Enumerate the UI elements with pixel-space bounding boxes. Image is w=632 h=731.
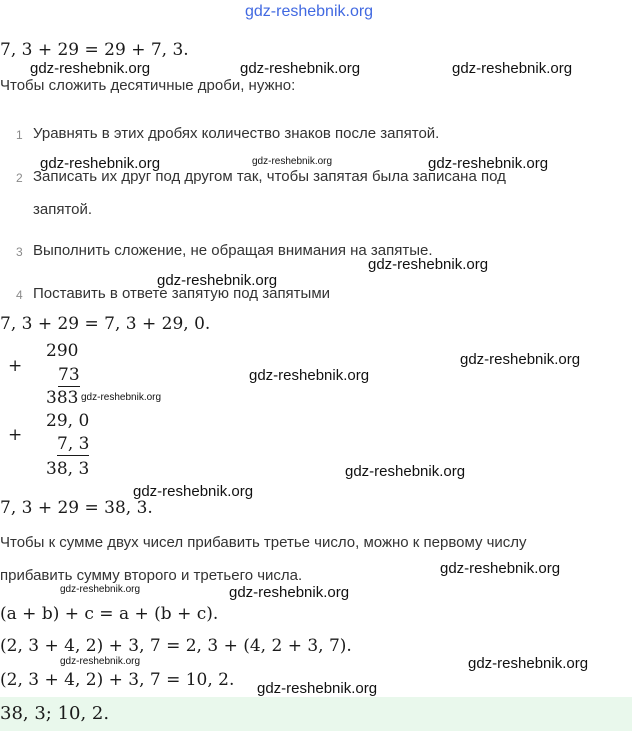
equation-align: 7, 3 + 29 = 7, 3 + 29, 0.: [0, 314, 211, 334]
step-number: 3: [16, 245, 23, 259]
rule-associative-continued: прибавить сумму второго и третьего числа.: [0, 567, 303, 584]
watermark[interactable]: gdz-reshebnik.org: [60, 656, 141, 667]
step-text: Записать их друг под другом так, чтобы запятая была записана под: [33, 168, 506, 185]
watermark[interactable]: gdz-reshebnik.org: [345, 463, 466, 480]
watermark[interactable]: gdz-reshebnik.org: [133, 483, 254, 500]
watermark[interactable]: gdz-reshebnik.org: [249, 367, 370, 384]
answer-panel: [0, 697, 632, 731]
step-text: Выполнить сложение, не обращая внимания на запятые.: [33, 242, 433, 259]
watermark[interactable]: gdz-reshebnik.org: [240, 60, 361, 77]
watermark[interactable]: gdz-reshebnik.org: [468, 655, 589, 672]
sum: 38, 3: [46, 459, 90, 479]
step-text-continued: запятой.: [33, 201, 93, 218]
rule-associative: Чтобы к сумме двух чисел прибавить третье число, можно к первому числу: [0, 534, 527, 551]
step-number: 4: [16, 288, 23, 302]
watermark[interactable]: gdz-reshebnik.org: [30, 60, 151, 77]
step-text: Уравнять в этих дробях количество знаков после запятой.: [33, 125, 440, 142]
addend-1: 290: [46, 341, 79, 361]
equation-final: (2, 3 + 4, 2) + 3, 7 = 10, 2.: [0, 670, 235, 690]
watermark[interactable]: gdz-reshebnik.org: [440, 560, 561, 577]
equation-commutative: 7, 3 + 29 = 29 + 7, 3.: [0, 40, 189, 60]
watermark[interactable]: gdz-reshebnik.org: [229, 584, 350, 601]
watermark[interactable]: gdz-reshebnik.org: [40, 155, 161, 172]
watermark-top[interactable]: gdz-reshebnik.org: [245, 3, 374, 20]
watermark[interactable]: gdz-reshebnik.org: [368, 256, 489, 273]
watermark[interactable]: gdz-reshebnik.org: [257, 680, 378, 697]
watermark[interactable]: gdz-reshebnik.org: [81, 392, 162, 403]
step-number: 2: [16, 171, 23, 185]
answer-text: 38, 3; 10, 2.: [0, 703, 110, 724]
step-number: 1: [16, 128, 23, 142]
formula-associative: (a + b) + c = a + (b + c).: [0, 604, 219, 624]
equation-result: 7, 3 + 29 = 38, 3.: [0, 498, 153, 518]
addend-1: 29, 0: [46, 411, 90, 431]
plus-sign: +: [8, 425, 23, 445]
watermark[interactable]: gdz-reshebnik.org: [452, 60, 573, 77]
equation-grouping: (2, 3 + 4, 2) + 3, 7 = 2, 3 + (4, 2 + 3, 7).: [0, 636, 352, 656]
plus-sign: +: [8, 356, 23, 376]
sum: 383: [46, 388, 79, 408]
watermark[interactable]: gdz-reshebnik.org: [428, 155, 549, 172]
watermark[interactable]: gdz-reshebnik.org: [157, 272, 278, 289]
watermark[interactable]: gdz-reshebnik.org: [460, 351, 581, 368]
watermark[interactable]: gdz-reshebnik.org: [252, 156, 333, 167]
addend-2: 7, 3: [57, 434, 90, 454]
rule-intro: Чтобы сложить десятичные дроби, нужно:: [0, 77, 296, 94]
step-text: Поставить в ответе запятую под запятыми: [33, 285, 331, 302]
addend-2: 73: [58, 365, 80, 385]
watermark[interactable]: gdz-reshebnik.org: [60, 584, 141, 595]
